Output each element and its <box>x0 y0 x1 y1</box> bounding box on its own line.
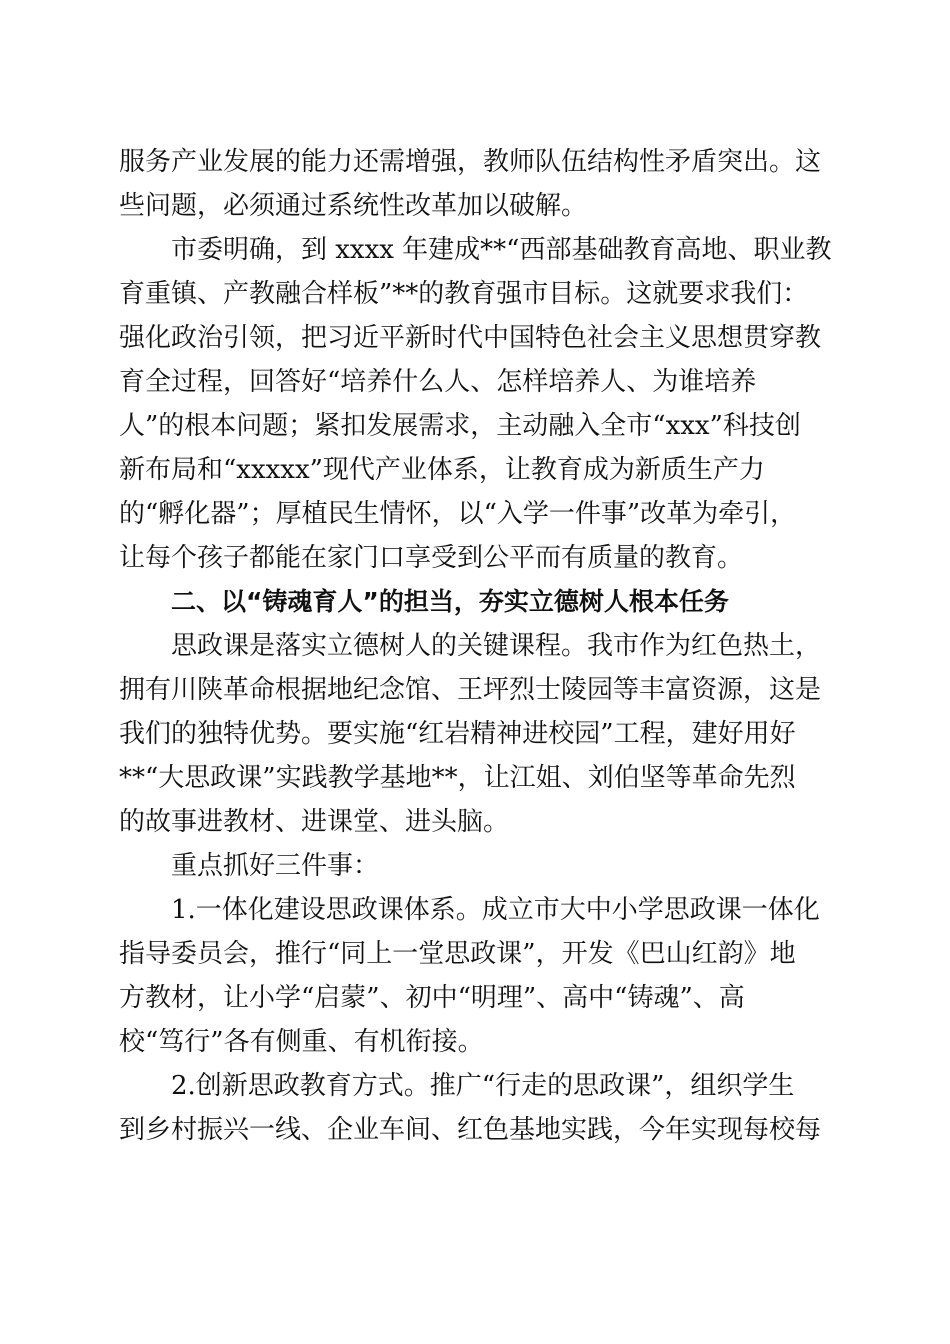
text-line: 人”的根本问题；紧扣发展需求，主动融入全市“xxx”科技创 <box>119 411 801 441</box>
text-line: 新布局和“xxxxx”现代产业体系，让教育成为新质生产力 <box>119 455 765 485</box>
text-line: 我们的独特优势。要实施“红岩精神进校园”工程，建好用好 <box>119 719 796 749</box>
text-line: 拥有川陕革命根据地纪念馆、王坪烈士陵园等丰富资源，这是 <box>119 675 822 705</box>
text-line: 到乡村振兴一线、企业车间、红色基地实践，今年实现每校每 <box>119 1115 822 1145</box>
text-line: 些问题，必须通过系统性改革加以破解。 <box>119 191 588 221</box>
text-line: **“大思政课”实践教学基地**，让江姐、刘伯坚等革命先烈 <box>119 763 796 793</box>
text-line: 校“笃行”各有侧重、有机衔接。 <box>119 1027 484 1057</box>
list-item-1-line: 1.一体化建设思政课体系。成立市大中小学思政课一体化 <box>171 895 820 925</box>
text-line: 让每个孩子都能在家门口享受到公平而有质量的教育。 <box>119 543 744 573</box>
text-line: 育全过程，回答好“培养什么人、怎样培养人、为谁培养 <box>119 367 757 397</box>
text-line: 强化政治引领，把习近平新时代中国特色社会主义思想贯穿教 <box>119 323 822 353</box>
text-line: 方教材，让小学“启蒙”、初中“明理”、高中“铸魂”、高 <box>119 983 745 1013</box>
section-heading: 二、以“铸魂育人”的担当，夯实立德树人根本任务 <box>171 587 729 616</box>
text-line: 指导委员会，推行“同上一堂思政课”，开发《巴山红韵》地 <box>119 939 796 969</box>
paragraph-start-line: 思政课是落实立德树人的关键课程。我市作为红色热土， <box>171 631 822 661</box>
paragraph-start-line: 重点抓好三件事： <box>171 851 380 881</box>
text-line: 的故事进教材、进课堂、进头脑。 <box>119 807 510 837</box>
paragraph-start-line: 市委明确，到 xxxx 年建成**“西部基础教育高地、职业教 <box>171 235 831 265</box>
list-item-2-line: 2.创新思政教育方式。推广“行走的思政课”，组织学生 <box>171 1071 795 1101</box>
document-body <box>119 140 831 1152</box>
text-line: 育重镇、产教融合样板”**的教育强市目标。这就要求我们： <box>119 279 809 309</box>
text-line: 的“孵化器”；厚植民生情怀，以“入学一件事”改革为牵引， <box>119 499 797 529</box>
text-line: 服务产业发展的能力还需增强，教师队伍结构性矛盾突出。这 <box>119 147 822 177</box>
